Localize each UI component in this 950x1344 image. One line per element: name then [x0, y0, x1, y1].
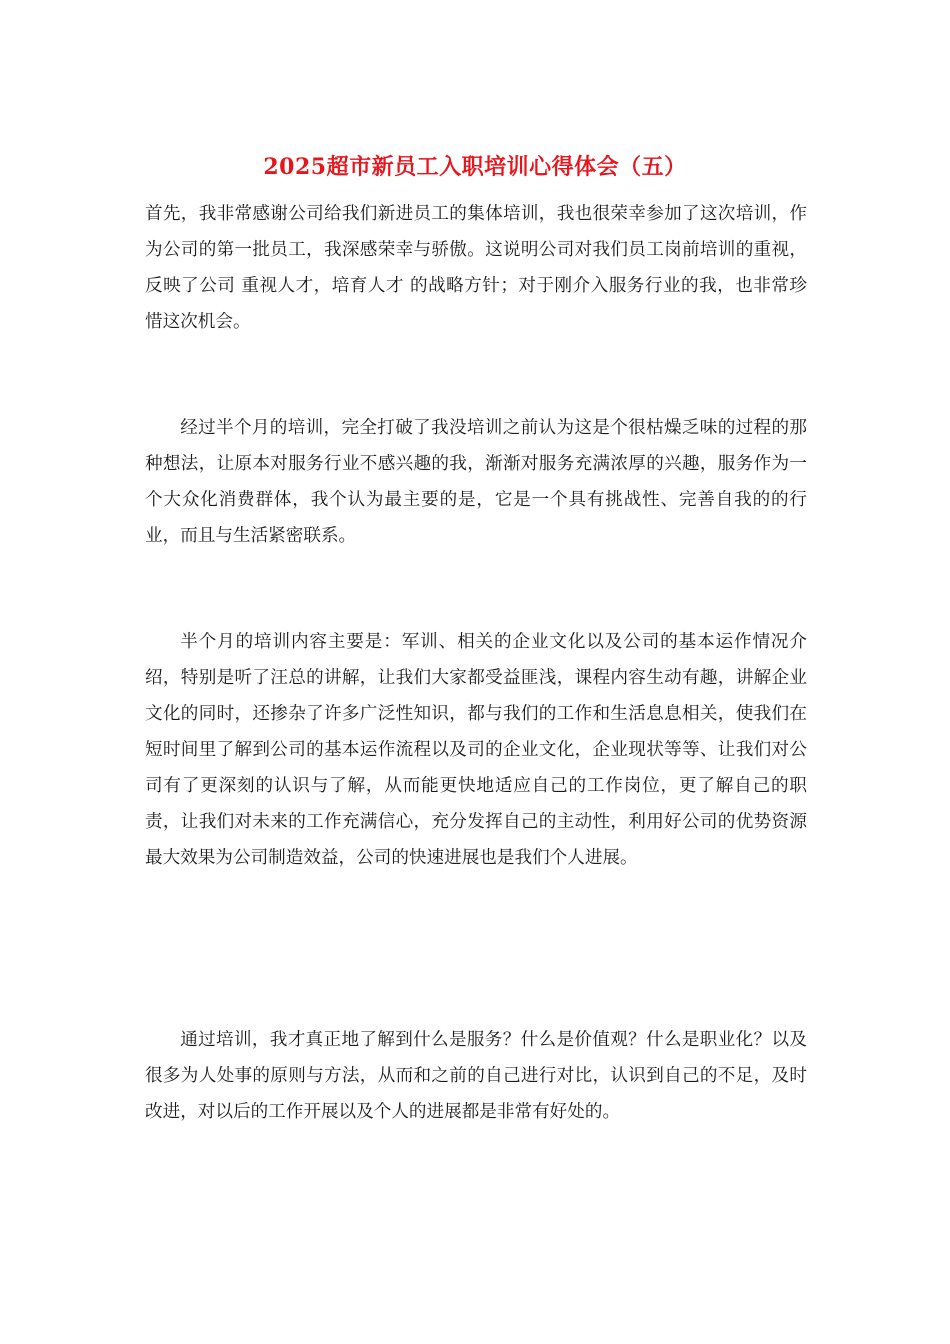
document-title: 2025超市新员工入职培训心得体会（五） — [263, 154, 687, 180]
paragraph-2: 经过半个月的培训，完全打破了我没培训之前认为这是个很枯燥乏味的过程的那种想法，让原本对服务行业不感兴趣的我，渐渐对服务充满浓厚的兴趣，服务作为一个大众化消费群体，我个认为最主要的是，它是一个具有挑战性、完善自我的的行业，而且与生活紧密联系。 — [145, 418, 807, 546]
paragraph-3: 半个月的培训内容主要是：军训、相关的企业文化以及公司的基本运作情况介绍，特别是听了汪总的讲解，让我们大家都受益匪浅，课程内容生动有趣，讲解企业文化的同时，还掺杂了许多广泛性知识，都与我们的工作和生活息息相关，使我们在短时间里了解到公司的基本运作流程以及司的企业文化，企业现状等等、让我们对公司有了更深刻的认识与了解，从而能更快地适应自己的工作岗位，更了解自己的职责，让我们对未来的工作充满信心，充分发挥自己的主动性，利用好公司的优势资源最大效果为公司制造效益，公司的快速进展也是我们个人进展。 — [145, 632, 807, 868]
paragraph-1: 首先，我非常感谢公司给我们新进员工的集体培训，我也很荣幸参加了这次培训，作为公司的第一批员工，我深感荣幸与骄傲。这说明公司对我们员工岗前培训的重视，反映了公司 重视人才，培育人才 的战略方针；对于刚介入服务行业的我，也非常珍惜这次机会。 — [145, 204, 807, 332]
paragraph-4: 通过培训，我才真正地了解到什么是服务？什么是价值观？什么是职业化？以及很多为人处事的原则与方法，从而和之前的自己进行对比，认识到自己的不足，及时改进，对以后的工作开展以及个人的进展都是非常有好处的。 — [145, 1030, 807, 1122]
